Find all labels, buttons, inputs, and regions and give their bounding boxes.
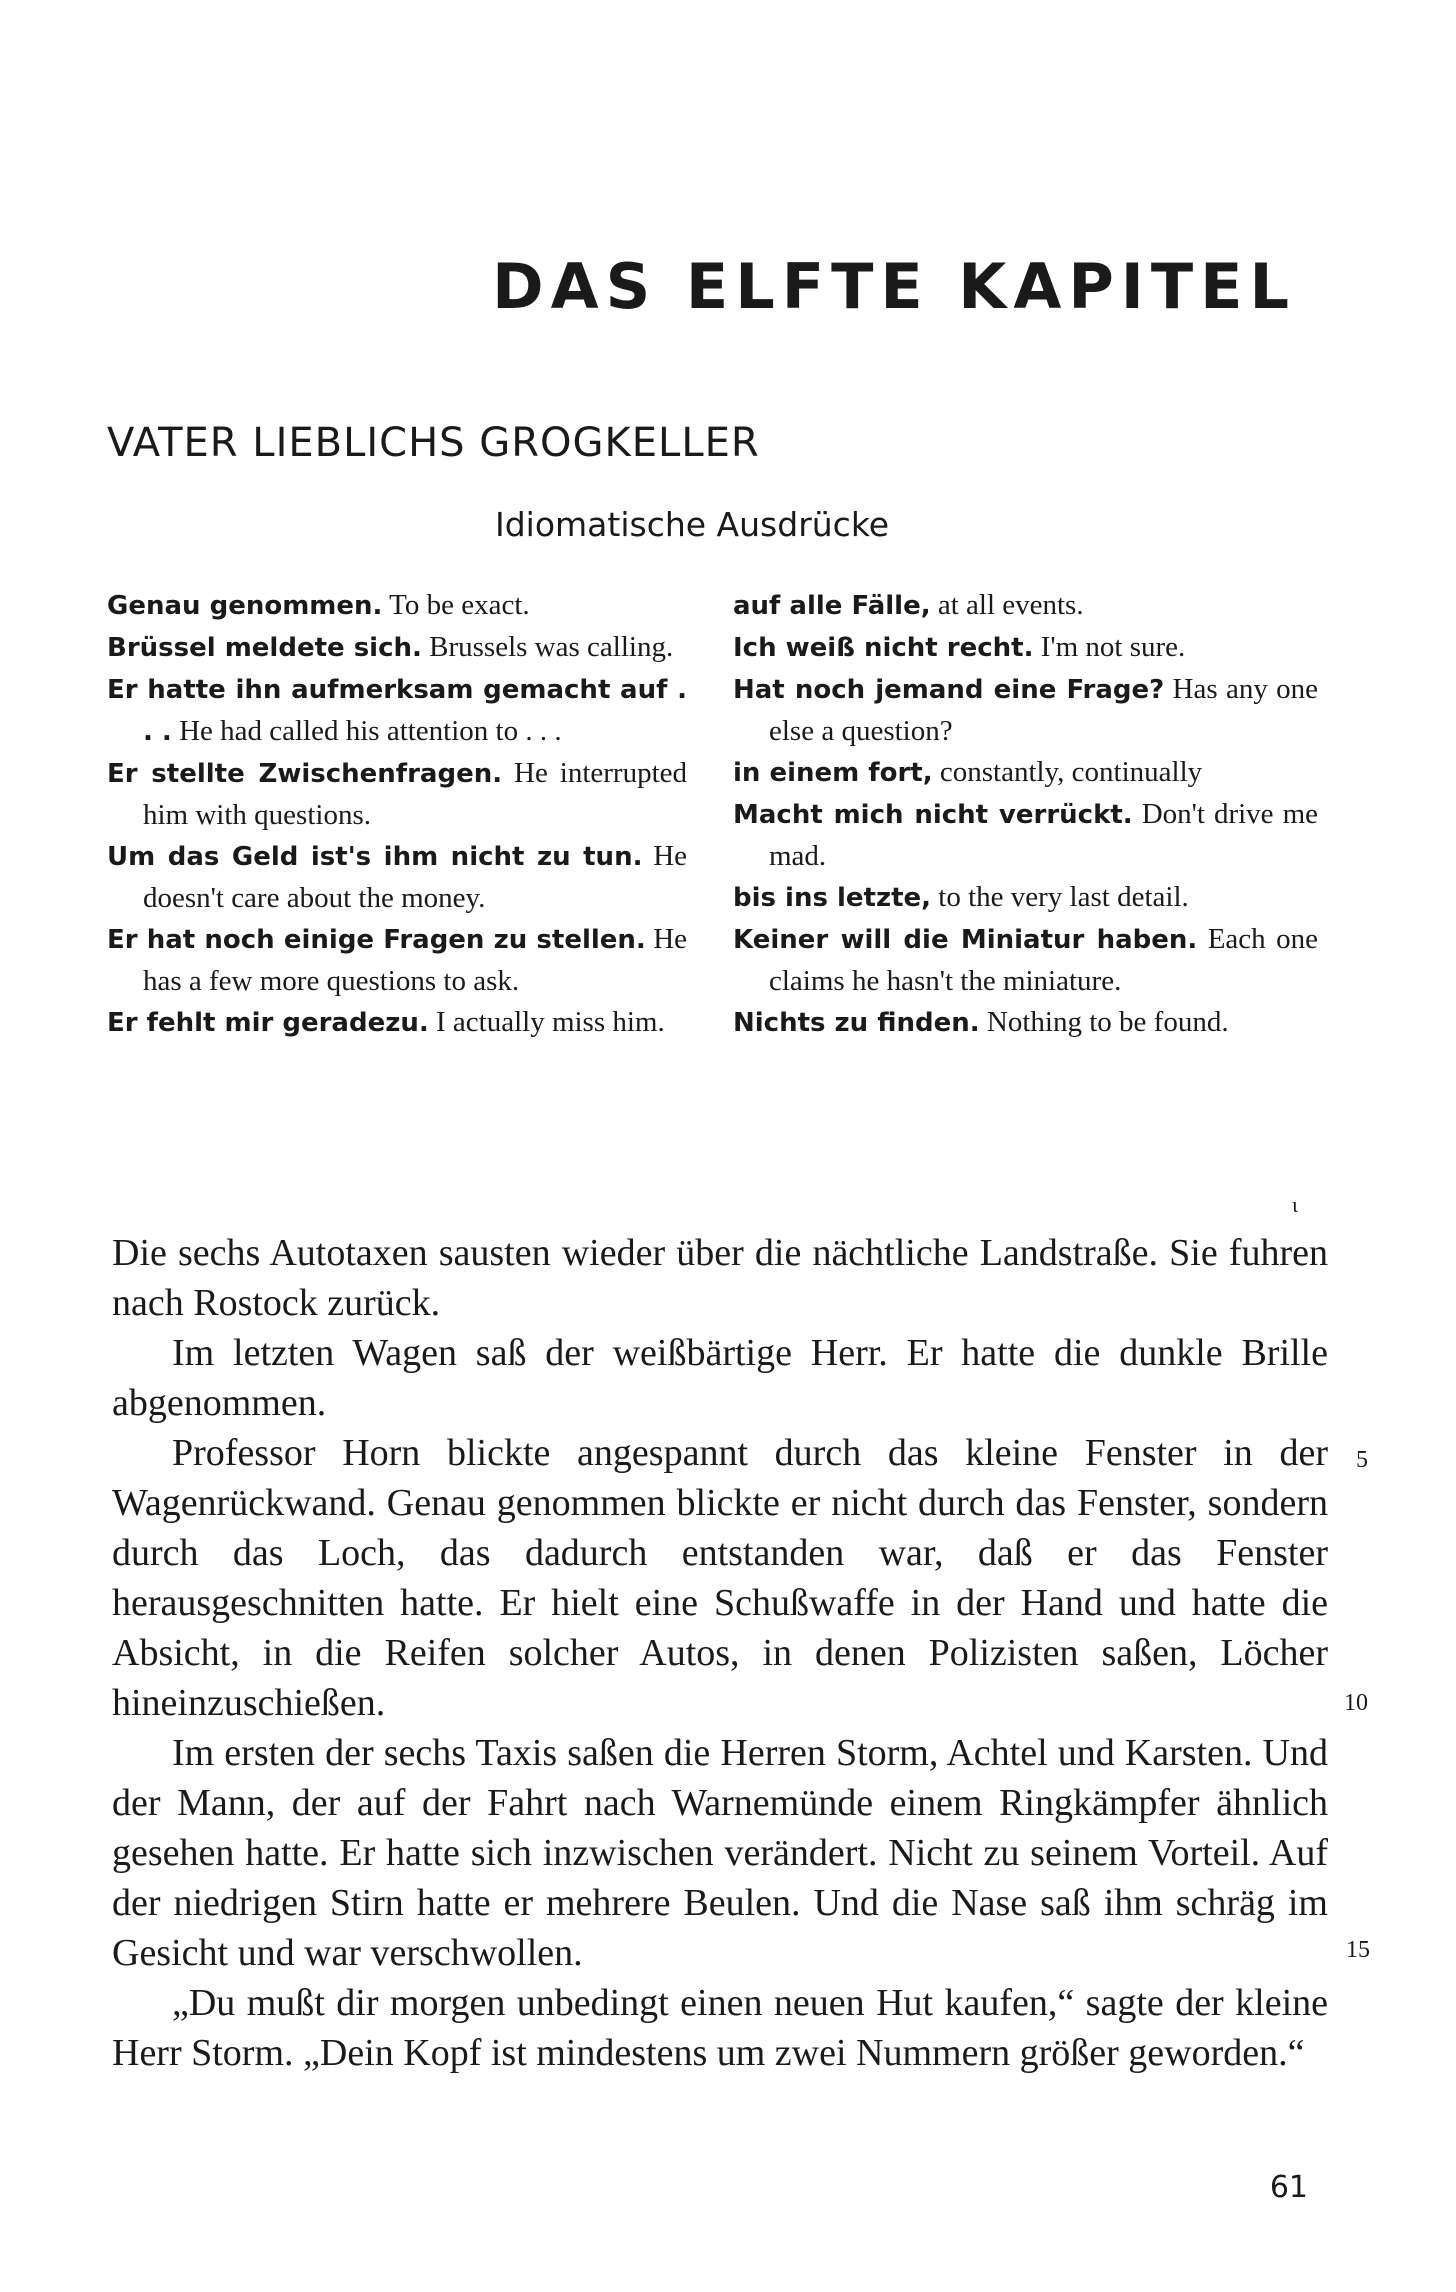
idiom-german: bis ins letzte, xyxy=(733,883,932,913)
line-number: 10 xyxy=(1344,1690,1368,1716)
idiom-german: Brüssel meldete sich. xyxy=(107,633,422,663)
idiom-german: Er hatte ihn aufmerksam gemacht auf . . . xyxy=(107,675,687,747)
idiom-english: Don't drive me mad. xyxy=(769,798,1319,872)
idiom-german: Er stellte Zwischenfragen. xyxy=(107,759,503,789)
idiom-english: Brussels was calling. xyxy=(429,631,674,663)
idiom-entry xyxy=(107,669,687,753)
idiom-english: Nothing to be found. xyxy=(986,1006,1229,1038)
page-number: 61 xyxy=(1269,2170,1308,2205)
idiom-english: He doesn't care about the money. xyxy=(143,840,688,914)
paragraph: „Du mußt dir morgen unbedingt einen neuen Hut kaufen,“ sagte der kleine Herr Storm. „Dein Kopf ist mindestens um zwei Nummern größer geworden.“ xyxy=(112,1982,1328,2074)
idiom-entry xyxy=(733,669,1318,752)
stray-print-mark: ɩ xyxy=(1292,1192,1298,1217)
idioms-heading: Idiomatische Ausdrücke xyxy=(495,505,890,544)
idiom-entry xyxy=(107,836,687,919)
idiom-german: Hat noch jemand eine Frage? xyxy=(733,675,1165,705)
idiom-german: Nichts zu finden. xyxy=(733,1008,980,1038)
idiom-german: in einem fort, xyxy=(733,758,933,788)
idiom-german: Er fehlt mir geradezu. xyxy=(107,1008,429,1038)
idiom-entry xyxy=(107,585,687,627)
idiom-english: He has a few more questions to ask. xyxy=(143,923,688,997)
idiom-english: constantly, continually xyxy=(939,756,1203,788)
idiom-entry xyxy=(733,752,1318,794)
idiom-english: Has any one else a question? xyxy=(769,673,1318,747)
idiom-english: He had called his attention to . . . xyxy=(179,715,562,747)
idioms-column-left xyxy=(107,585,687,1044)
idiom-entry xyxy=(733,585,1318,627)
paragraph: Die sechs Autotaxen sausten wieder über die nächtliche Landstraße. Sie fuhren nach Rostock zurück. xyxy=(112,1232,1328,1324)
idiom-german: Um das Geld ist's ihm nicht zu tun. xyxy=(107,842,643,872)
idiom-entry xyxy=(733,627,1318,669)
idiom-entry xyxy=(733,1002,1318,1044)
paragraph: Professor Horn blickte angespannt durch das kleine Fenster in der Wagenrückwand. Genau genommen blickte er nicht durch das Fenster, sondern durch das Loch, das dadurch entstanden war, daß er das Fenster herausgeschnitten hatte. Er hielt eine Schußwaffe in der Hand und hatte die Absicht, in die Reifen solcher Autos, in denen Polizisten saßen, Löcher hineinzuschießen. xyxy=(112,1432,1328,1724)
idiom-english: To be exact. xyxy=(389,589,530,621)
idiom-german: auf alle Fälle, xyxy=(733,591,931,621)
idiom-english: I actually miss him. xyxy=(436,1006,665,1038)
idiom-entry xyxy=(107,627,687,669)
idiom-german: Genau genommen. xyxy=(107,591,383,621)
body-text xyxy=(112,1228,1328,2078)
idiom-german: Ich weiß nicht recht. xyxy=(733,633,1034,663)
idiom-entry xyxy=(733,794,1318,877)
idiom-german: Er hat noch einige Fragen zu stellen. xyxy=(107,925,646,955)
idiom-english: to the very last detail. xyxy=(938,881,1189,913)
idiom-entry xyxy=(107,919,687,1002)
line-number: 15 xyxy=(1346,1937,1370,1963)
idiom-english: He interrupted him with questions. xyxy=(143,757,688,831)
section-title: VATER LIEBLICHS GROGKELLER xyxy=(107,420,760,466)
line-number: 5 xyxy=(1356,1447,1368,1473)
idiom-entry xyxy=(733,877,1318,919)
idiom-entry xyxy=(107,1002,687,1044)
paragraph: Im ersten der sechs Taxis saßen die Herren Storm, Achtel und Karsten. Und der Mann, der auf der Fahrt nach Warnemünde einem Ringkämpfer ähnlich gesehen hatte. Er hatte sich inzwischen verändert. Nicht zu seinem Vorteil. Auf der niedrigen Stirn hatte er mehrere Beulen. Und die Nase saß ihm schräg im Gesicht und war verschwollen. xyxy=(112,1732,1328,1974)
idiom-english: Each one claims he hasn't the miniature. xyxy=(769,923,1318,997)
idiom-entry xyxy=(733,919,1318,1002)
idiom-english: at all events. xyxy=(937,589,1084,621)
idiom-german: Keiner will die Miniatur haben. xyxy=(733,925,1198,955)
idiom-german: Macht mich nicht verrückt. xyxy=(733,800,1133,830)
idiom-english: I'm not sure. xyxy=(1040,631,1186,663)
idiom-entry xyxy=(107,753,687,836)
chapter-title: DAS ELFTE KAPITEL xyxy=(492,250,1296,323)
idioms-column-right xyxy=(733,585,1318,1044)
paragraph: Im letzten Wagen saß der weißbärtige Herr. Er hatte die dunkle Brille abgenommen. xyxy=(112,1332,1328,1424)
